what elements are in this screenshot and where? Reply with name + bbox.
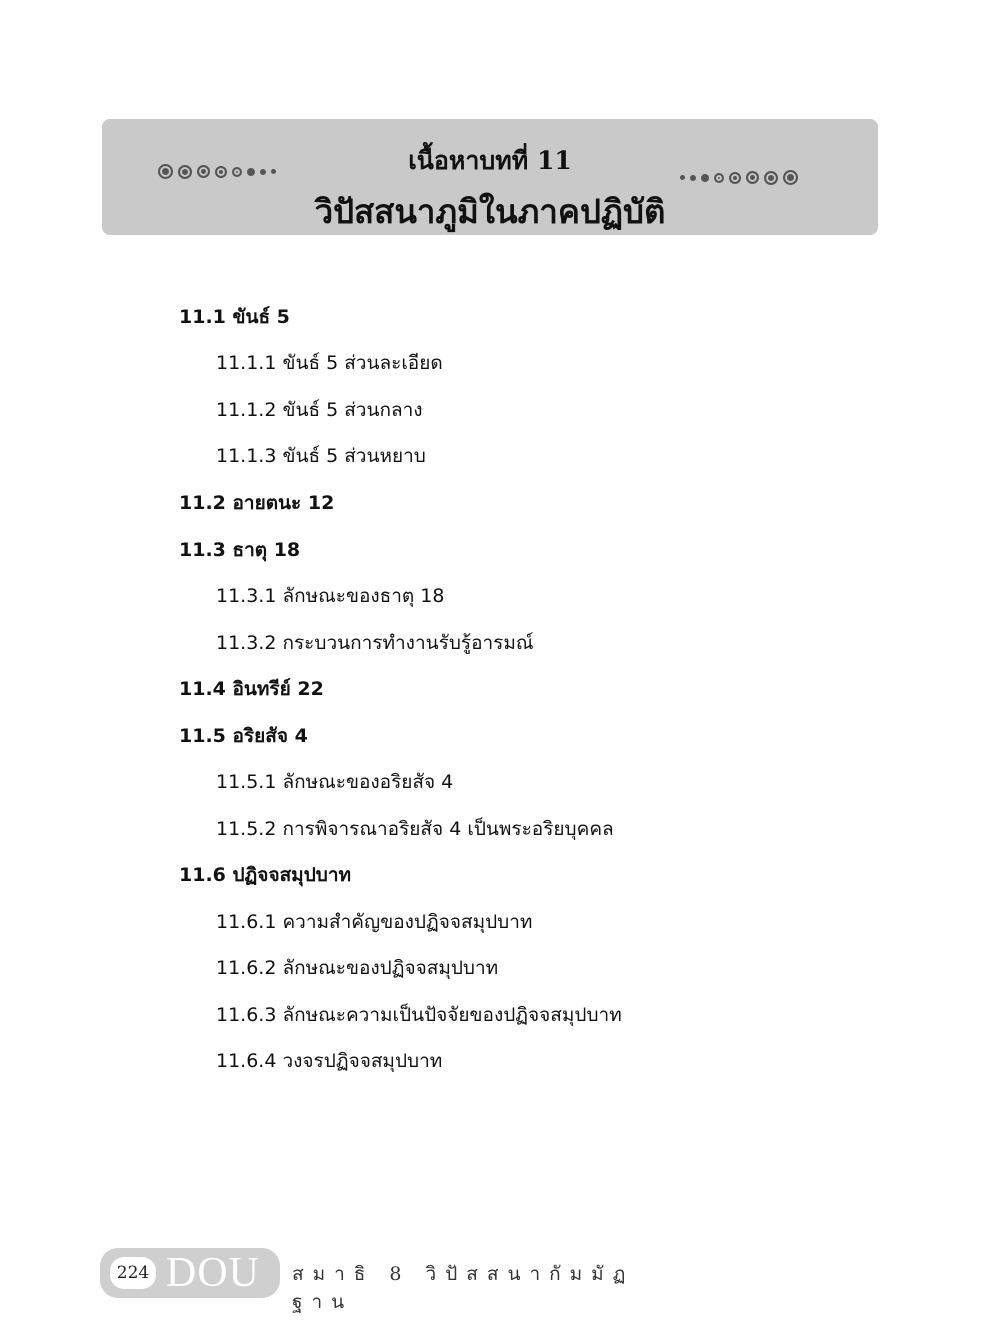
toc-subsection: 11.5.1 ลักษณะของอริยสัจ 4 bbox=[216, 771, 454, 793]
toc-subsection: 11.6.2 ลักษณะของปฏิจจสมุปบาท bbox=[216, 957, 499, 979]
chapter-title: วิปัสสนาภูมิในภาคปฏิบัติ bbox=[314, 192, 666, 231]
book-title: สมาธิ 8 วิปัสสนากัมมัฏฐาน bbox=[292, 1263, 635, 1313]
toc-subsection: 11.1.1 ขันธ์ 5 ส่วนละเอียด bbox=[216, 352, 443, 374]
toc-section-heading: 11.2 อายตนะ 12 bbox=[179, 492, 335, 514]
toc-subsection: 11.6.4 วงจรปฏิจจสมุปบาท bbox=[216, 1050, 443, 1072]
toc-subsection: 11.1.2 ขันธ์ 5 ส่วนกลาง bbox=[216, 399, 423, 421]
page-footer bbox=[100, 1248, 660, 1313]
toc-subsection: 11.3.2 กระบวนการทำงานรับรู้อารมณ์ bbox=[216, 632, 534, 654]
toc-section-heading: 11.1 ขันธ์ 5 bbox=[179, 306, 290, 328]
footer-badge bbox=[100, 1248, 280, 1298]
toc-section-heading: 11.6 ปฏิจจสมุปบาท bbox=[179, 864, 352, 886]
toc-subsection: 11.1.3 ขันธ์ 5 ส่วนหยาบ bbox=[216, 445, 426, 467]
chapter-subtitle: เนื้อหาบทที่ 11 bbox=[408, 146, 572, 175]
toc-subsection: 11.6.3 ลักษณะความเป็นปัจจัยของปฏิจจสมุปบาท bbox=[216, 1004, 622, 1026]
toc-subsection: 11.3.1 ลักษณะของธาตุ 18 bbox=[216, 585, 445, 607]
toc-section-heading: 11.5 อริยสัจ 4 bbox=[179, 725, 308, 747]
brand-logo-text: DOU bbox=[166, 1250, 260, 1296]
toc-subsection: 11.6.1 ความสำคัญของปฏิจจสมุปบาท bbox=[216, 911, 533, 933]
page-number: 224 bbox=[110, 1257, 156, 1289]
toc-subsection: 11.5.2 การพิจารณาอริยสัจ 4 เป็นพระอริยบุคคล bbox=[216, 818, 614, 840]
toc-section-heading: 11.4 อินทรีย์ 22 bbox=[179, 678, 324, 700]
toc-section-heading: 11.3 ธาตุ 18 bbox=[179, 539, 301, 561]
